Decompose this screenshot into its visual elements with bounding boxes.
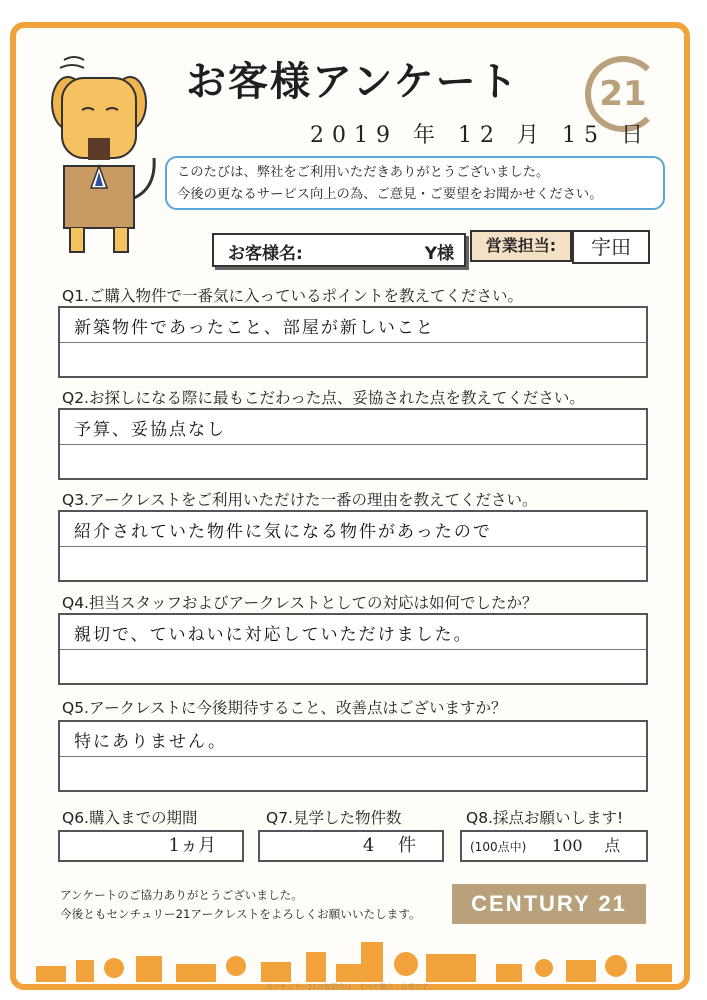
answer-4-text: 親切で、ていねいに対応していただけました。: [74, 625, 473, 645]
greeting-bubble: [165, 156, 665, 210]
question-8: Q8.採点お願いします!: [466, 809, 624, 827]
answer-5-box: [58, 720, 648, 792]
question-2: Q2.お探しになる際に最もこだわった点、妥協された点を教えてください。: [62, 389, 585, 407]
question-6: Q6.購入までの期間: [62, 809, 198, 827]
answer-7-unit: 件: [398, 835, 416, 856]
greeting-line-2: 今後の更なるサービス向上の為、ご意見・ご要望をお聞かせください。: [177, 187, 603, 202]
answer-2-box: [58, 408, 648, 480]
century21-brand-logo: CENTURY 21: [452, 884, 646, 924]
customer-name-field: [212, 233, 466, 267]
answer-1-box: [58, 306, 648, 378]
staff-label: 営業担当:: [470, 230, 572, 262]
century21-circle-logo: 21: [585, 56, 661, 132]
answer-5-text: 特にありません。: [74, 732, 228, 752]
question-1: Q1.ご購入物件で一番気に入っているポイントを教えてください。: [62, 287, 523, 305]
page-title: お客様アンケート: [186, 59, 520, 105]
footer-line-1: アンケートのご協力ありがとうございました。: [60, 888, 303, 902]
answer-3-text: 紹介されていた物件に気になる物件があったので: [74, 522, 492, 542]
answer-divider: [60, 342, 646, 343]
question-3: Q3.アークレストをご利用いただけた一番の理由を教えてください。: [62, 491, 538, 509]
answer-8-unit: 点: [604, 836, 621, 855]
town-skyline-illustration: [16, 940, 684, 982]
staff-name-value: 宇田: [572, 230, 650, 264]
answer-divider: [60, 649, 646, 650]
footer-line-2: 今後ともセンチュリー21アークレストをよろしくお願いいたします。: [60, 907, 421, 921]
answer-8-box: [460, 830, 648, 862]
answer-7-value: 4: [362, 835, 375, 856]
answer-divider: [60, 546, 646, 547]
answer-3-box: [58, 510, 648, 582]
footer-message: [60, 886, 421, 924]
dog-mascot-illustration: [34, 48, 164, 258]
question-4: Q4.担当スタッフおよびアークレストとしての対応は如何でしたか？: [62, 594, 538, 612]
answer-7-box: [258, 830, 444, 862]
answer-6-value: 1ヵ月: [168, 835, 216, 856]
customer-name-value: Y様: [424, 244, 454, 264]
question-5: Q5.アークレストに今後期待すること、改善点はございますか？: [62, 699, 507, 717]
survey-date: 2019 年 12 月 15 日: [310, 123, 651, 148]
answer-divider: [60, 444, 646, 445]
answer-divider: [60, 756, 646, 757]
answer-8-value: 100: [552, 836, 583, 855]
franchise-note: センチュリー21の加盟店は、すべて独立・自営です。: [266, 983, 435, 991]
greeting-line-1: このたびは、弊社をご利用いただきありがとうございました。: [177, 165, 550, 180]
answer-6-box: [58, 830, 244, 862]
answer-2-text: 予算、妥協点なし: [74, 420, 226, 440]
customer-name-label: お客様名:: [228, 244, 303, 264]
answer-1-text: 新築物件であったこと、部屋が新しいこと: [74, 318, 435, 338]
answer-4-box: [58, 613, 648, 685]
answer-8-scale: (100点中): [470, 840, 527, 854]
question-7: Q7.見学した物件数: [266, 809, 402, 827]
